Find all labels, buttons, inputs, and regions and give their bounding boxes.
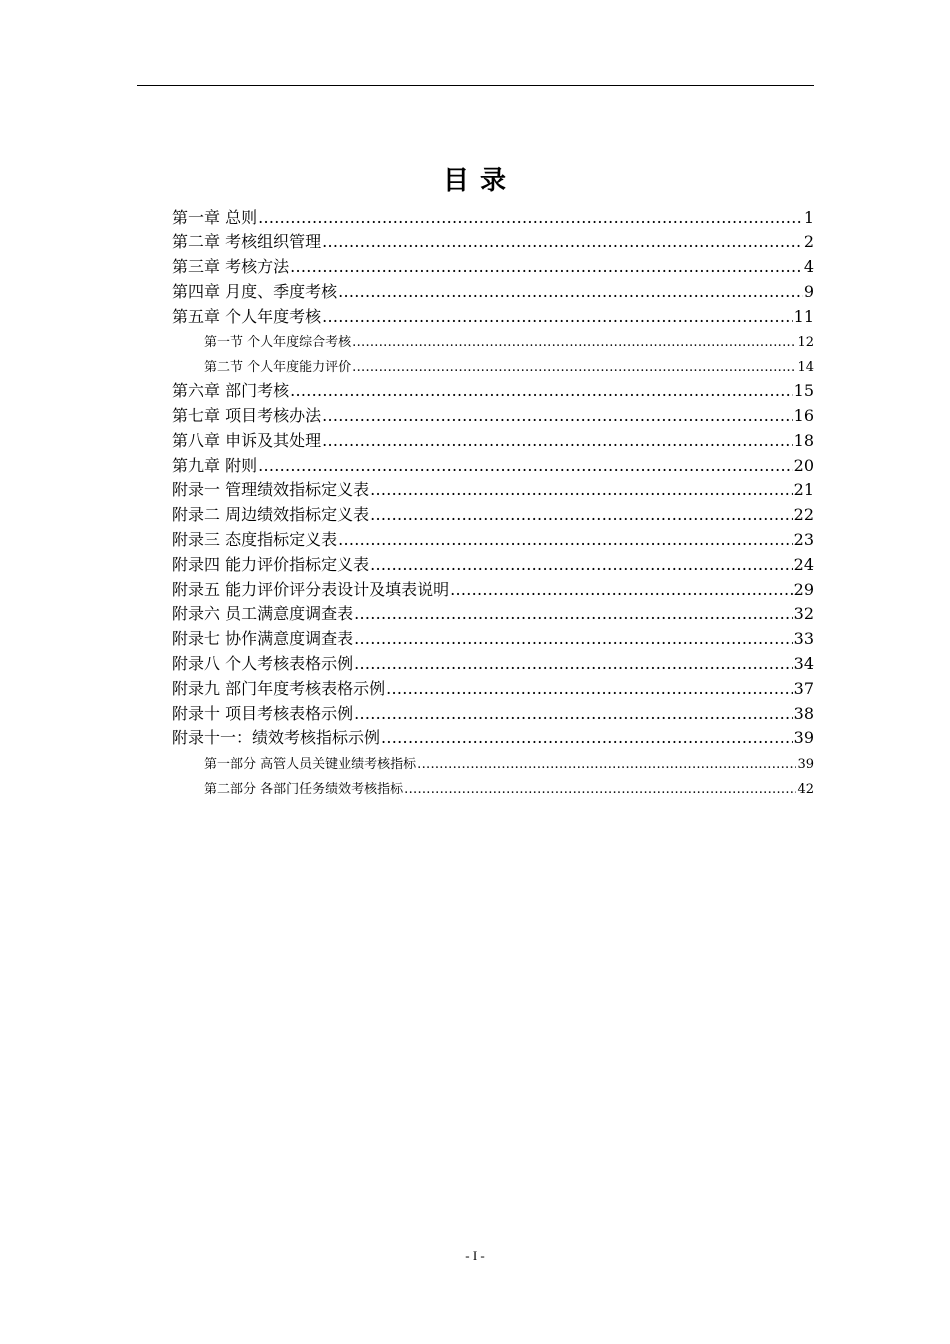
toc-entry-label: 附录三 态度指标定义表 bbox=[172, 529, 338, 549]
toc-entry-page-number: 38 bbox=[793, 703, 814, 723]
toc-entry-section[interactable] bbox=[0, 772, 950, 797]
toc-dot-leader bbox=[352, 335, 796, 351]
toc-entry-page-number: 29 bbox=[793, 579, 814, 599]
toc-entry-page-number: 21 bbox=[793, 480, 814, 500]
toc-dot-leader bbox=[322, 232, 803, 251]
toc-entry-chapter[interactable] bbox=[0, 450, 950, 475]
toc-entry-page-number: 39 bbox=[793, 728, 814, 748]
toc-entry-label: 第三章 考核方法 bbox=[172, 257, 290, 277]
toc-entry-label: 附录九 部门年度考核表格示例 bbox=[172, 678, 386, 698]
toc-dot-leader bbox=[338, 282, 803, 301]
toc-entry-page-number: 22 bbox=[793, 505, 814, 525]
toc-entry-page-number: 18 bbox=[793, 430, 814, 450]
toc-dot-leader bbox=[450, 580, 793, 599]
toc-dot-leader bbox=[354, 654, 793, 673]
toc-entry-label: 第一节 个人年度综合考核 bbox=[204, 335, 352, 351]
toc-entry-label: 附录十 项目考核表格示例 bbox=[172, 703, 354, 723]
toc-entry-label: 第九章 附则 bbox=[172, 455, 258, 475]
toc-entry-label: 第一章 总则 bbox=[172, 207, 258, 227]
toc-entry-label: 附录八 个人考核表格示例 bbox=[172, 653, 354, 673]
toc-entry-page-number: 16 bbox=[793, 405, 814, 425]
toc-entry-page-number: 34 bbox=[793, 653, 814, 673]
toc-entry-section[interactable] bbox=[0, 326, 950, 351]
toc-entry-page-number: 4 bbox=[803, 257, 814, 277]
toc-entry-page-number: 23 bbox=[793, 529, 814, 549]
toc-entry-page-number: 24 bbox=[793, 554, 814, 574]
toc-entry-chapter[interactable] bbox=[0, 227, 950, 252]
toc-entry-chapter[interactable] bbox=[0, 202, 950, 227]
toc-dot-leader bbox=[338, 530, 793, 549]
toc-entry-label: 附录四 能力评价指标定义表 bbox=[172, 554, 370, 574]
toc-dot-leader bbox=[258, 456, 793, 475]
toc-entry-chapter[interactable] bbox=[0, 500, 950, 525]
toc-entry-chapter[interactable] bbox=[0, 400, 950, 425]
toc-entry-label: 第一部分 高管人员关键业绩考核指标 bbox=[204, 756, 417, 772]
toc-entry-label: 附录七 协作满意度调查表 bbox=[172, 629, 354, 649]
toc-entry-chapter[interactable] bbox=[0, 624, 950, 649]
toc-dot-leader bbox=[370, 505, 793, 524]
toc-entry-label: 第七章 项目考核办法 bbox=[172, 405, 322, 425]
toc-dot-leader bbox=[258, 208, 803, 227]
toc-entry-page-number: 32 bbox=[793, 604, 814, 624]
toc-dot-leader bbox=[354, 704, 793, 723]
toc-entry-page-number: 33 bbox=[793, 629, 814, 649]
toc-entry-chapter[interactable] bbox=[0, 574, 950, 599]
toc-dot-leader bbox=[352, 360, 796, 376]
toc-entry-chapter[interactable] bbox=[0, 648, 950, 673]
toc-entry-page-number: 37 bbox=[793, 678, 814, 698]
toc-entry-chapter[interactable] bbox=[0, 723, 950, 748]
toc-entry-chapter[interactable] bbox=[0, 549, 950, 574]
toc-entry-label: 第二部分 各部门任务绩效考核指标 bbox=[204, 781, 404, 797]
toc-entry-label: 第六章 部门考核 bbox=[172, 381, 290, 401]
toc-entry-page-number: 1 bbox=[803, 207, 814, 227]
toc-entry-label: 附录五 能力评价评分表设计及填表说明 bbox=[172, 579, 450, 599]
toc-entry-label: 附录一 管理绩效指标定义表 bbox=[172, 480, 370, 500]
toc-entry-label: 第二章 考核组织管理 bbox=[172, 232, 322, 252]
toc-entry-label: 第八章 申诉及其处理 bbox=[172, 430, 322, 450]
toc-entry-page-number: 12 bbox=[797, 335, 814, 351]
toc-entry-chapter[interactable] bbox=[0, 475, 950, 500]
toc-entry-chapter[interactable] bbox=[0, 524, 950, 549]
toc-entry-label: 第四章 月度、季度考核 bbox=[172, 282, 338, 301]
toc-entry-section[interactable] bbox=[0, 748, 950, 773]
toc-dot-leader bbox=[290, 381, 793, 400]
toc-dot-leader bbox=[417, 757, 796, 773]
toc-entry-label: 第五章 个人年度考核 bbox=[172, 306, 322, 326]
toc-entry-page-number: 11 bbox=[793, 306, 814, 326]
toc-entry-chapter[interactable] bbox=[0, 276, 950, 301]
header-rule bbox=[137, 85, 814, 86]
toc-dot-leader bbox=[322, 307, 793, 326]
toc-entry-chapter[interactable] bbox=[0, 599, 950, 624]
toc-entry-label: 附录六 员工满意度调查表 bbox=[172, 604, 354, 624]
toc-entry-chapter[interactable] bbox=[0, 376, 950, 401]
toc-entry-chapter[interactable] bbox=[0, 301, 950, 326]
toc-dot-leader bbox=[354, 604, 793, 623]
toc-dot-leader bbox=[354, 629, 793, 648]
toc-entry-chapter[interactable] bbox=[0, 698, 950, 723]
toc-title: 目 录 bbox=[442, 166, 508, 196]
toc-entry-page-number: 39 bbox=[797, 756, 814, 772]
toc-entry-section[interactable] bbox=[0, 351, 950, 376]
toc-dot-leader bbox=[404, 782, 796, 798]
toc-entry-label: 附录十一：绩效考核指标示例 bbox=[172, 728, 381, 748]
toc-dot-leader bbox=[381, 728, 793, 747]
toc-entry-page-number: 14 bbox=[797, 359, 814, 375]
page-number-footer: - I - bbox=[465, 1248, 485, 1263]
toc-entry-label: 第二节 个人年度能力评价 bbox=[204, 359, 352, 375]
toc-entry-page-number: 15 bbox=[793, 381, 814, 401]
toc-entry-chapter[interactable] bbox=[0, 673, 950, 698]
toc-dot-leader bbox=[322, 406, 793, 425]
toc-dot-leader bbox=[322, 431, 793, 450]
toc-dot-leader bbox=[370, 555, 793, 574]
toc-entry-page-number: 20 bbox=[793, 455, 814, 475]
toc-entry-chapter[interactable] bbox=[0, 425, 950, 450]
toc-entry-label: 附录二 周边绩效指标定义表 bbox=[172, 505, 370, 525]
toc-entry-chapter[interactable] bbox=[0, 252, 950, 277]
toc-entry-page-number: 2 bbox=[803, 232, 814, 252]
table-of-contents bbox=[0, 202, 950, 797]
toc-dot-leader bbox=[386, 679, 793, 698]
toc-dot-leader bbox=[290, 257, 803, 276]
toc-entry-page-number: 9 bbox=[803, 282, 814, 301]
toc-dot-leader bbox=[370, 480, 793, 499]
toc-entry-page-number: 42 bbox=[797, 781, 814, 797]
